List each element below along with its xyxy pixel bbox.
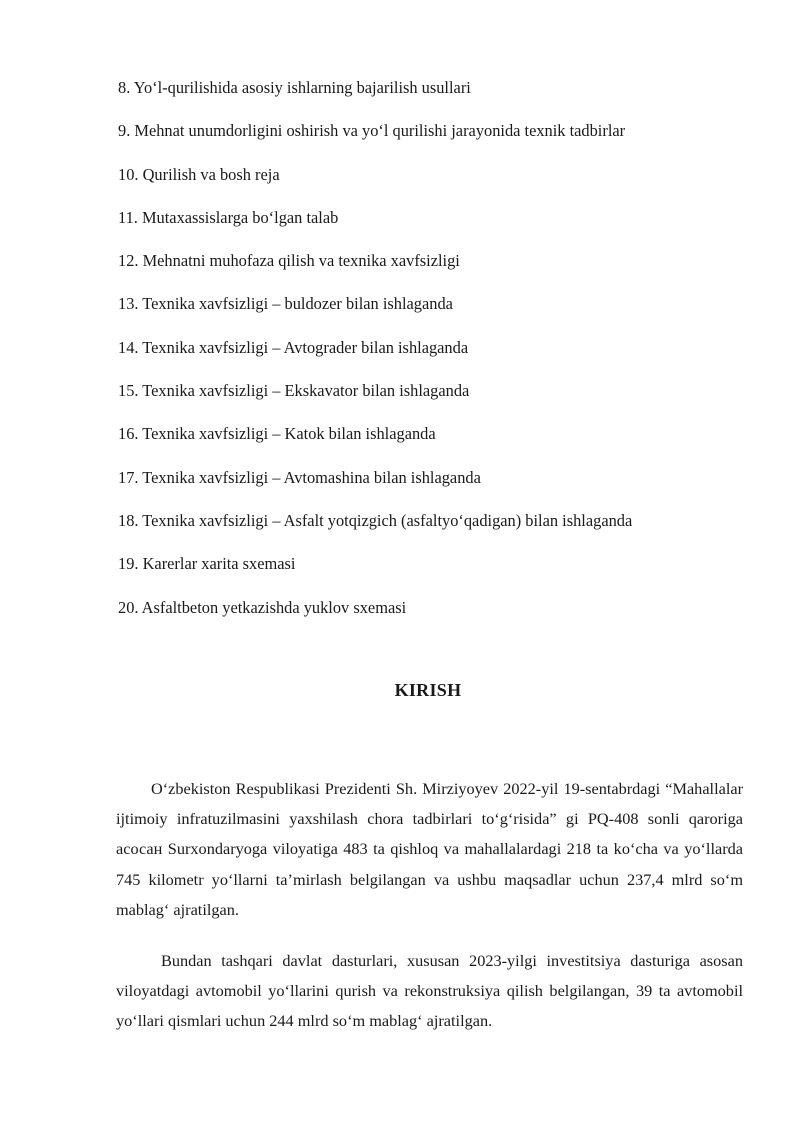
toc-item: 14. Texnika xavfsizligi – Avtograder bilan ishlaganda <box>118 337 469 357</box>
toc-item: 12. Mehnatni muhofaza qilish va texnika xavfsizligi <box>118 251 460 271</box>
toc-item: 18. Texnika xavfsizligi – Asfalt yotqizgich (asfaltyo‘qadigan) bilan ishlaganda <box>118 510 633 530</box>
body-paragraph: O‘zbekiston Respublikasi Prezidenti Sh. Mirziyoyev 2022-yil 19-sentabrdagi “Mahallalar ijtimoiy infratuzilmasini yaxshilash chora tadbirlari to‘g‘risida” gi PQ-408 sonli qaroriga асосан Surxondaryoga viloyatiga 483 ta qishloq va mahallalardagi 218 ta ko‘cha va yo‘llarda 745 kilometr yo‘llarni ta’mirlash belgilangan va ushbu maqsadlar uchun 237,4 mlrd so‘m mablag‘ ajratilgan. <box>116 779 743 919</box>
section-heading: KIRISH <box>394 680 462 700</box>
toc-item: 17. Texnika xavfsizligi – Avtomashina bilan ishlaganda <box>118 467 481 487</box>
toc-item: 9. Mehnat unumdorligini oshirish va yo‘l qurilishi jarayonida texnik tadbirlar <box>118 121 626 141</box>
toc-item: 13. Texnika xavfsizligi – buldozer bilan ishlaganda <box>118 294 453 314</box>
toc-item: 10. Qurilish va bosh reja <box>118 164 280 184</box>
toc-item: 19. Karerlar xarita sxemasi <box>118 554 296 574</box>
toc-item: 11. Mutaxassislarga bo‘lgan talab <box>118 207 339 227</box>
table-of-contents <box>118 74 632 637</box>
toc-item: 15. Texnika xavfsizligi – Ekskavator bilan ishlaganda <box>118 381 470 401</box>
toc-item: 16. Texnika xavfsizligi – Katok bilan ishlaganda <box>118 424 436 444</box>
toc-item: 8. Yo‘l-qurilishida asosiy ishlarning bajarilish usullari <box>118 78 471 97</box>
body-paragraph: Bundan tashqari davlat dasturlari, xususan 2023-yilgi investitsiya dasturiga asosan viloyatdagi avtomobil yo‘llarini qurish va rekonstruksiya qilish belgilangan, 39 ta avtomobil yo‘llari qismlari uchun 244 mlrd so‘m mablag‘ ajratilgan. <box>116 951 743 1031</box>
toc-item: 20. Asfaltbeton yetkazishda yuklov sxemasi <box>118 597 407 617</box>
